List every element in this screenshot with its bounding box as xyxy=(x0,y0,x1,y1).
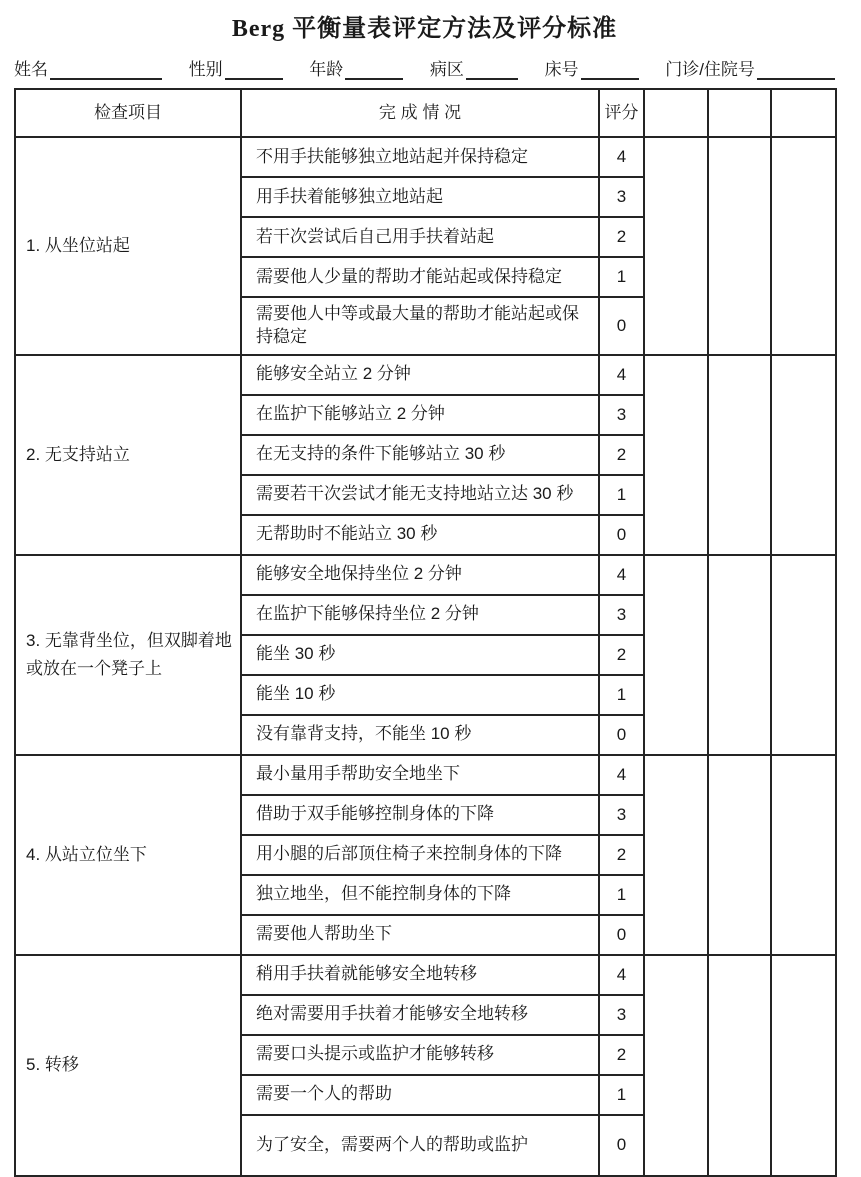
col-header-blank-2 xyxy=(708,89,771,137)
completion-cell: 不用手扶能够独立地站起并保持稳定 xyxy=(241,137,599,177)
score-value: 4 xyxy=(599,555,644,595)
score-value: 1 xyxy=(599,475,644,515)
col-header-score: 评分 xyxy=(599,89,644,137)
col-header-completion: 完 成 情 况 xyxy=(241,89,599,137)
score-value: 2 xyxy=(599,217,644,257)
table-row xyxy=(15,955,836,995)
table-row xyxy=(15,755,836,795)
score-value: 2 xyxy=(599,435,644,475)
score-value: 4 xyxy=(599,355,644,395)
completion-cell: 用小腿的后部顶住椅子来控制身体的下降 xyxy=(241,835,599,875)
field-age xyxy=(309,55,403,80)
field-sex-label: 性别 xyxy=(188,60,223,79)
item-cell: 1. 从坐位站起 xyxy=(15,137,241,355)
field-bed-blank xyxy=(581,60,639,80)
score-value: 1 xyxy=(599,1075,644,1115)
table-row xyxy=(15,555,836,595)
field-bed xyxy=(545,55,639,80)
completion-cell: 能够安全地保持坐位 2 分钟 xyxy=(241,555,599,595)
blank-score-cell-2 xyxy=(708,955,771,1176)
score-value: 3 xyxy=(599,595,644,635)
table-row xyxy=(15,137,836,177)
completion-cell: 能坐 10 秒 xyxy=(241,675,599,715)
completion-cell: 若干次尝试后自己用手扶着站起 xyxy=(241,217,599,257)
field-age-blank xyxy=(345,60,403,80)
score-value: 1 xyxy=(599,875,644,915)
table-body xyxy=(15,137,836,1176)
field-sex xyxy=(189,55,283,80)
blank-score-cell-3 xyxy=(771,755,836,955)
item-cell: 4. 从站立位坐下 xyxy=(15,755,241,955)
field-sex-blank xyxy=(225,60,283,80)
patient-info-row xyxy=(14,55,835,80)
completion-cell: 在监护下能够保持坐位 2 分钟 xyxy=(241,595,599,635)
blank-score-cell-1 xyxy=(644,355,708,555)
score-value: 4 xyxy=(599,755,644,795)
score-value: 0 xyxy=(599,1115,644,1176)
blank-score-cell-2 xyxy=(708,555,771,755)
blank-score-cell-1 xyxy=(644,755,708,955)
completion-cell: 借助于双手能够控制身体的下降 xyxy=(241,795,599,835)
score-value: 0 xyxy=(599,715,644,755)
blank-score-cell-1 xyxy=(644,955,708,1176)
item-cell: 3. 无靠背坐位，但双脚着地或放在一个凳子上 xyxy=(15,555,241,755)
item-cell: 5. 转移 xyxy=(15,955,241,1176)
blank-score-cell-2 xyxy=(708,755,771,955)
completion-cell: 用手扶着能够独立地站起 xyxy=(241,177,599,217)
field-ward xyxy=(430,55,518,80)
completion-cell: 无帮助时不能站立 30 秒 xyxy=(241,515,599,555)
field-name xyxy=(14,55,162,80)
field-id xyxy=(665,55,835,80)
score-value: 3 xyxy=(599,395,644,435)
completion-cell: 能够安全站立 2 分钟 xyxy=(241,355,599,395)
completion-cell: 需要他人中等或最大量的帮助才能站起或保持稳定 xyxy=(241,297,599,355)
completion-cell: 在监护下能够站立 2 分钟 xyxy=(241,395,599,435)
field-ward-blank xyxy=(466,60,518,80)
field-id-blank xyxy=(757,60,835,80)
page-title: Berg 平衡量表评定方法及评分标准 xyxy=(231,16,618,42)
completion-cell: 在无支持的条件下能够站立 30 秒 xyxy=(241,435,599,475)
score-value: 0 xyxy=(599,915,644,955)
col-header-item: 检查项目 xyxy=(15,89,241,137)
table-row xyxy=(15,355,836,395)
blank-score-cell-3 xyxy=(771,955,836,1176)
completion-cell: 需要口头提示或监护才能够转移 xyxy=(241,1035,599,1075)
field-name-blank xyxy=(50,60,162,80)
score-value: 2 xyxy=(599,1035,644,1075)
blank-score-cell-3 xyxy=(771,355,836,555)
score-value: 4 xyxy=(599,137,644,177)
blank-score-cell-1 xyxy=(644,555,708,755)
score-value: 3 xyxy=(599,995,644,1035)
completion-cell: 能坐 30 秒 xyxy=(241,635,599,675)
score-value: 3 xyxy=(599,177,644,217)
score-value: 3 xyxy=(599,795,644,835)
score-value: 1 xyxy=(599,257,644,297)
score-value: 0 xyxy=(599,297,644,355)
score-value: 2 xyxy=(599,635,644,675)
blank-score-cell-2 xyxy=(708,137,771,355)
berg-table xyxy=(14,88,837,1177)
completion-cell: 稍用手扶着就能够安全地转移 xyxy=(241,955,599,995)
blank-score-cell-3 xyxy=(771,555,836,755)
completion-cell: 为了安全，需要两个人的帮助或监护 xyxy=(241,1115,599,1176)
completion-cell: 需要他人帮助坐下 xyxy=(241,915,599,955)
blank-score-cell-3 xyxy=(771,137,836,355)
score-value: 4 xyxy=(599,955,644,995)
completion-cell: 绝对需要用手扶着才能够安全地转移 xyxy=(241,995,599,1035)
blank-score-cell-2 xyxy=(708,355,771,555)
score-value: 1 xyxy=(599,675,644,715)
field-id-label: 门诊/住院号 xyxy=(665,60,755,79)
field-name-label: 姓名 xyxy=(14,60,48,79)
field-ward-label: 病区 xyxy=(429,60,464,79)
completion-cell: 没有靠背支持，不能坐 10 秒 xyxy=(241,715,599,755)
item-cell: 2. 无支持站立 xyxy=(15,355,241,555)
table-header-row xyxy=(15,89,836,137)
field-bed-label: 床号 xyxy=(544,60,579,79)
col-header-blank-3 xyxy=(771,89,836,137)
score-value: 0 xyxy=(599,515,644,555)
completion-cell: 独立地坐，但不能控制身体的下降 xyxy=(241,875,599,915)
completion-cell: 最小量用手帮助安全地坐下 xyxy=(241,755,599,795)
completion-cell: 需要一个人的帮助 xyxy=(241,1075,599,1115)
col-header-blank-1 xyxy=(644,89,708,137)
completion-cell: 需要若干次尝试才能无支持地站立达 30 秒 xyxy=(241,475,599,515)
completion-cell: 需要他人少量的帮助才能站起或保持稳定 xyxy=(241,257,599,297)
blank-score-cell-1 xyxy=(644,137,708,355)
score-value: 2 xyxy=(599,835,644,875)
field-age-label: 年龄 xyxy=(309,60,344,79)
